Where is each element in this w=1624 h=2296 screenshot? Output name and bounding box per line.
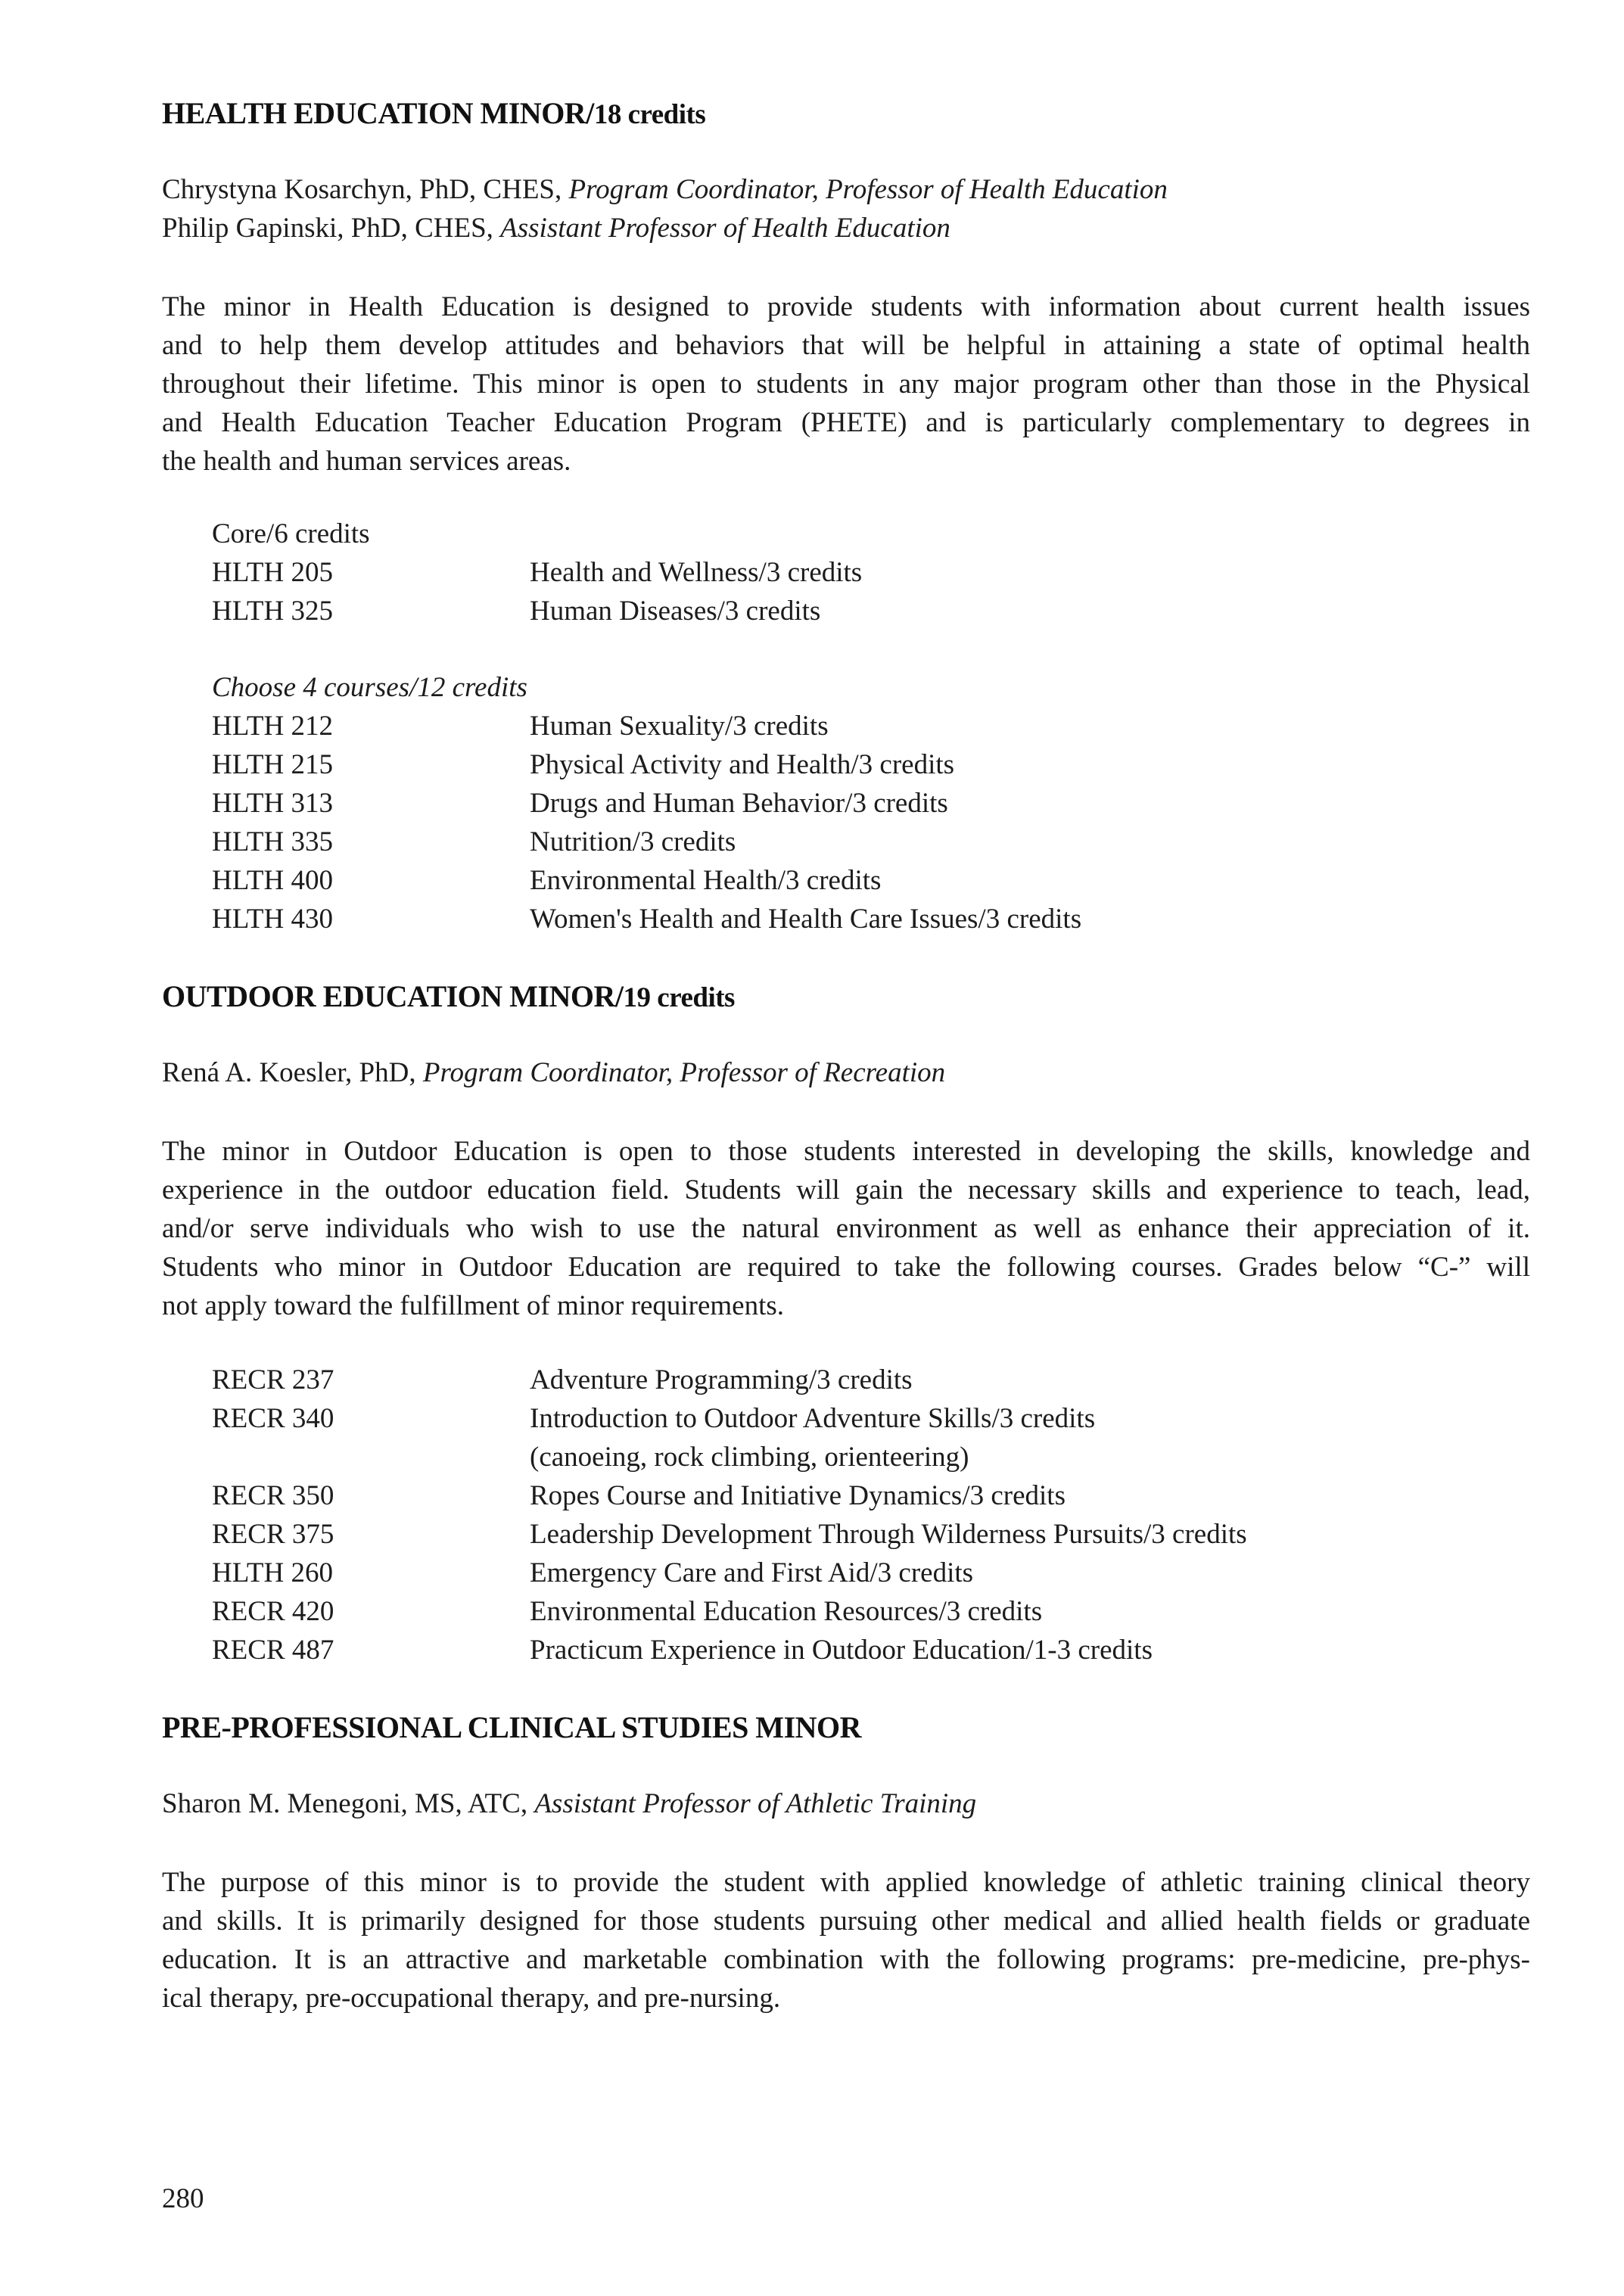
- outdoor-faculty-1: Rená A. Koesler, PhD, Program Coordinator, Professor of Recreation: [162, 1057, 946, 1088]
- course-code: HLTH 212: [212, 711, 333, 742]
- health-choose-label: Choose 4 courses/12 credits: [212, 672, 527, 703]
- course-title: Physical Activity and Health/3 credits: [530, 749, 955, 780]
- outdoor-minor-heading: OUTDOOR EDUCATION MINOR/19 credits: [162, 979, 735, 1013]
- course-title: Introduction to Outdoor Adventure Skills/3 credits: [530, 1403, 1096, 1434]
- clinical-minor-heading: PRE-PROFESSIONAL CLINICAL STUDIES MINOR: [162, 1710, 862, 1744]
- outdoor-description: The minor in Outdoor Education is open to those students interested in developing the skills, knowledge and experience in the outdoor education field. Students will gain the necessary skills and experience to teach, lead, and/or serve individuals who wish to use the natural environment as well as enhance their appreciation of it. Students who minor in Outdoor Education are required to take the following courses. Grades below “C-” will not apply toward the fulfillment of minor requirements.: [162, 1136, 1530, 1321]
- clinical-description: The purpose of this minor is to provide the student with applied knowledge of athletic training clinical theory and skills. It is primarily designed for those students pursuing other medical and allied health fields or graduate education. It is an attractive and marketable combination with the following programs: pre-medicine, pre-phys- ical therapy, pre-occupational therapy, and pre-nursing.: [162, 1867, 1530, 2014]
- health-minor-heading: HEALTH EDUCATION MINOR/18 credits: [162, 96, 706, 130]
- course-code: HLTH 335: [212, 826, 333, 857]
- course-code: RECR 237: [212, 1364, 334, 1395]
- course-title: Women's Health and Health Care Issues/3 credits: [530, 904, 1082, 935]
- course-code: RECR 340: [212, 1403, 334, 1434]
- course-title: Health and Wellness/3 credits: [530, 557, 863, 588]
- course-title: Emergency Care and First Aid/3 credits: [530, 1557, 974, 1588]
- health-faculty-1: Chrystyna Kosarchyn, PhD, CHES, Program Coordinator, Professor of Health Education: [162, 174, 1168, 205]
- health-core-label: Core/6 credits: [212, 518, 370, 549]
- course-title: Environmental Education Resources/3 credits: [530, 1596, 1043, 1627]
- course-code: HLTH 313: [212, 788, 333, 819]
- course-code: RECR 420: [212, 1596, 334, 1627]
- course-code: HLTH 325: [212, 596, 333, 627]
- course-title-note: (canoeing, rock climbing, orienteering): [530, 1442, 969, 1473]
- course-title: Practicum Experience in Outdoor Education/1-3 credits: [530, 1635, 1153, 1666]
- course-title: Adventure Programming/3 credits: [530, 1364, 913, 1395]
- course-code: RECR 487: [212, 1635, 334, 1666]
- course-title: Human Diseases/3 credits: [530, 596, 821, 627]
- course-title: Human Sexuality/3 credits: [530, 711, 829, 742]
- health-faculty-2: Philip Gapinski, PhD, CHES, Assistant Professor of Health Education: [162, 213, 950, 244]
- course-code: HLTH 400: [212, 865, 333, 896]
- course-title: Environmental Health/3 credits: [530, 865, 882, 896]
- course-title: Ropes Course and Initiative Dynamics/3 credits: [530, 1480, 1066, 1511]
- health-description: The minor in Health Education is designed to provide students with information about current health issues and to help them develop attitudes and behaviors that will be helpful in attaining a state of optimal health throughout their lifetime. This minor is open to students in any major program other than those in the Physical and Health Education Teacher Education Program (PHETE) and is particularly complementary to degrees in the health and human services areas.: [162, 291, 1530, 477]
- course-code: HLTH 260: [212, 1557, 333, 1588]
- course-code: RECR 350: [212, 1480, 334, 1511]
- course-code: HLTH 205: [212, 557, 333, 588]
- course-code: RECR 375: [212, 1519, 334, 1550]
- course-title: Nutrition/3 credits: [530, 826, 736, 857]
- course-title: Leadership Development Through Wilderness Pursuits/3 credits: [530, 1519, 1247, 1550]
- course-title: Drugs and Human Behavior/3 credits: [530, 788, 948, 819]
- course-code: HLTH 430: [212, 904, 333, 935]
- page-number: 280: [162, 2183, 204, 2214]
- course-code: HLTH 215: [212, 749, 333, 780]
- clinical-faculty-1: Sharon M. Menegoni, MS, ATC, Assistant Professor of Athletic Training: [162, 1788, 977, 1819]
